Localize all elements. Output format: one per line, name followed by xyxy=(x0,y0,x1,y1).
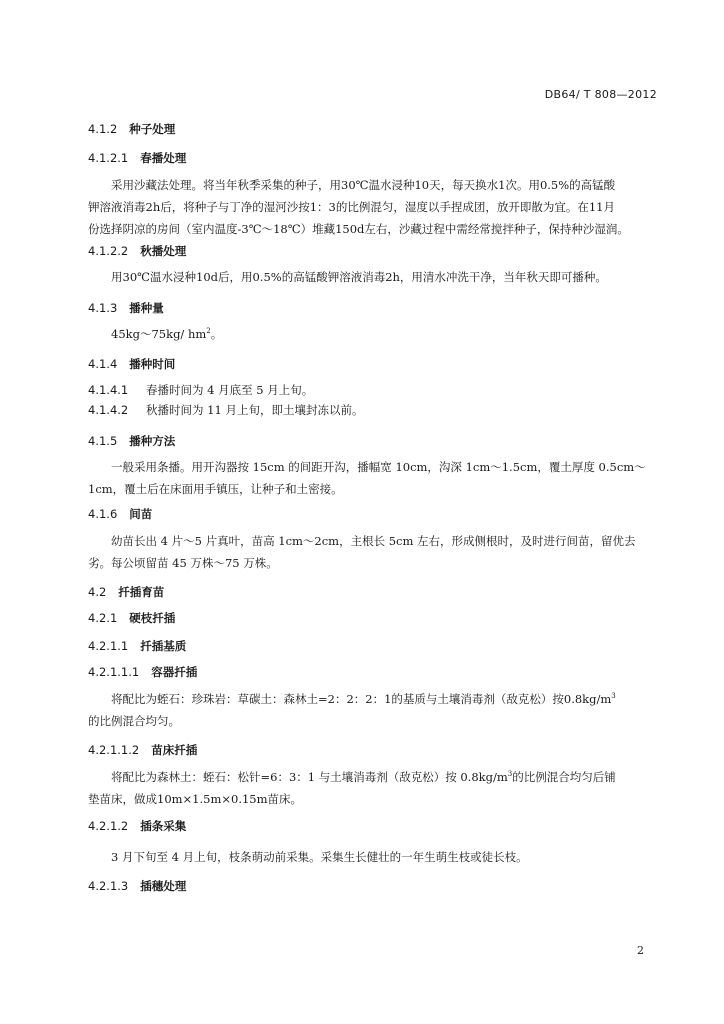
rate-text: 45kg～75kg/ hm xyxy=(111,327,207,341)
item-number: 4.1.4.1 xyxy=(88,383,129,397)
section-title: 播种方法 xyxy=(129,434,176,448)
heading-4-2-1-1 xyxy=(88,638,186,654)
text-line: 份选择阴凉的房间（室内温度-3℃～18℃）堆藏150d左右，沙藏过程中需经常搅拌种子，保持种沙湿润。 xyxy=(88,222,629,236)
section-number: 4.2 xyxy=(88,585,107,599)
text-line: 钾溶液消毒2h后，将种子与丁净的湿河沙按1：3的比例混匀，湿度以手捏成团，放开即散为宜。在11月 xyxy=(88,200,615,214)
paragraph-sowing-method xyxy=(88,456,658,500)
text-line: 1cm，覆土后在床面用手镇压，让种子和土密接。 xyxy=(88,482,343,496)
section-title: 秋播处理 xyxy=(140,244,187,258)
paragraph-cutting-collection xyxy=(88,846,658,868)
list-item xyxy=(88,380,363,400)
section-number: 4.1.2 xyxy=(88,122,118,136)
heading-4-2-1-3 xyxy=(88,878,186,894)
text-segment: 将配比为森林土：蛭石：松针=6：3：1 与土壤消毒剂（敌克松）按 0.8kg/m xyxy=(111,770,508,784)
section-number: 4.1.2.1 xyxy=(88,151,129,165)
text-line: 采用沙藏法处理。将当年秋季采集的种子，用30℃温水浸种10天，每天换水1次。用0.5%的高锰酸 xyxy=(111,178,616,192)
section-title: 扦插基质 xyxy=(140,639,187,653)
superscript: 3 xyxy=(611,692,616,701)
item-text: 春播时间为 4 月底至 5 月上旬。 xyxy=(146,383,314,397)
section-title: 苗床扦插 xyxy=(151,743,198,757)
text-line: 劣。每公顷留苗 45 万株～75 万株。 xyxy=(88,556,278,570)
section-number: 4.1.3 xyxy=(88,301,118,315)
paragraph-thinning xyxy=(88,530,658,574)
section-number: 4.1.4 xyxy=(88,357,118,371)
heading-4-1-5 xyxy=(88,433,175,449)
paragraph-seeding-rate xyxy=(88,323,658,345)
text-line xyxy=(88,323,658,345)
heading-4-2-1-2 xyxy=(88,818,186,834)
section-number: 4.2.1.1.1 xyxy=(88,665,140,679)
section-number: 4.2.1.3 xyxy=(88,879,129,893)
section-title: 容器扦插 xyxy=(151,665,198,679)
section-title: 播种时间 xyxy=(129,357,176,371)
heading-4-2-1 xyxy=(88,610,175,626)
section-title: 播种量 xyxy=(129,301,164,315)
section-title: 插穗处理 xyxy=(140,879,187,893)
section-number: 4.2.1 xyxy=(88,611,118,625)
text-line: 幼苗长出 4 片～5 片真叶，苗高 1cm～2cm，主根长 5cm 左右，形成侧根时，及时进行间苗，留优去 xyxy=(111,534,636,548)
list-item xyxy=(88,400,363,420)
superscript: 2 xyxy=(206,327,211,336)
section-title: 间苗 xyxy=(129,507,153,521)
text-line: 用30℃温水浸种10d后，用0.5%的高锰酸钾溶液消毒2h，用清水冲洗干净，当年秋天即可播种。 xyxy=(111,270,607,284)
heading-4-1-2-2 xyxy=(88,243,186,259)
item-text: 秋播时间为 11 月上旬，即土壤封冻以前。 xyxy=(146,403,364,417)
heading-4-2-1-1-2 xyxy=(88,742,197,758)
paragraph-spring-treatment xyxy=(88,174,658,240)
punctuation: 。 xyxy=(210,327,223,341)
heading-4-1-3 xyxy=(88,300,164,316)
page-number: 2 xyxy=(637,944,644,957)
section-number: 4.1.2.2 xyxy=(88,244,129,258)
section-title: 扦插育苗 xyxy=(118,585,165,599)
text-line: 垫苗床，做成10m×1.5m×0.15m苗床。 xyxy=(88,792,303,806)
section-number: 4.1.6 xyxy=(88,507,118,521)
paragraph-autumn-treatment xyxy=(88,266,658,288)
text-line: 一般采用条播。用开沟器按 15cm 的间距开沟，播幅宽 10cm，沟深 1cm～1.5cm，覆土厚度 0.5cm～ xyxy=(111,460,646,474)
section-number: 4.1.5 xyxy=(88,434,118,448)
heading-4-2 xyxy=(88,584,164,600)
section-title: 硬枝扦插 xyxy=(129,611,176,625)
text-segment: 将配比为蛭石：珍珠岩：草碳土：森林土=2：2：2：1的基质与土壤消毒剂（敌克松）按0.8kg/m xyxy=(111,692,612,706)
section-title: 春播处理 xyxy=(140,151,187,165)
paragraph-container-cutting xyxy=(88,688,658,732)
text-line: 的比例混合均匀。 xyxy=(88,714,180,728)
heading-4-1-2 xyxy=(88,121,175,137)
section-number: 4.2.1.2 xyxy=(88,819,129,833)
item-number: 4.1.4.2 xyxy=(88,403,129,417)
superscript: 3 xyxy=(507,770,513,779)
section-number: 4.2.1.1 xyxy=(88,639,129,653)
paragraph-bed-cutting xyxy=(88,766,658,810)
section-number: 4.2.1.1.2 xyxy=(88,743,140,757)
text-line xyxy=(88,766,658,788)
standard-code: DB64/ T 808—2012 xyxy=(544,88,657,101)
heading-4-1-4 xyxy=(88,356,175,372)
text-segment: 的比例混合均匀后铺 xyxy=(512,770,616,784)
sowing-time-list xyxy=(88,380,363,420)
section-title: 插条采集 xyxy=(140,819,187,833)
text-line xyxy=(88,688,658,710)
section-title: 种子处理 xyxy=(129,122,176,136)
heading-4-1-6 xyxy=(88,506,152,522)
heading-4-2-1-1-1 xyxy=(88,664,197,680)
text-line: 3 月下旬至 4 月上旬，枝条萌动前采集。采集生长健壮的一年生萌生枝或徒长枝。 xyxy=(111,850,528,864)
heading-4-1-2-1 xyxy=(88,150,186,166)
